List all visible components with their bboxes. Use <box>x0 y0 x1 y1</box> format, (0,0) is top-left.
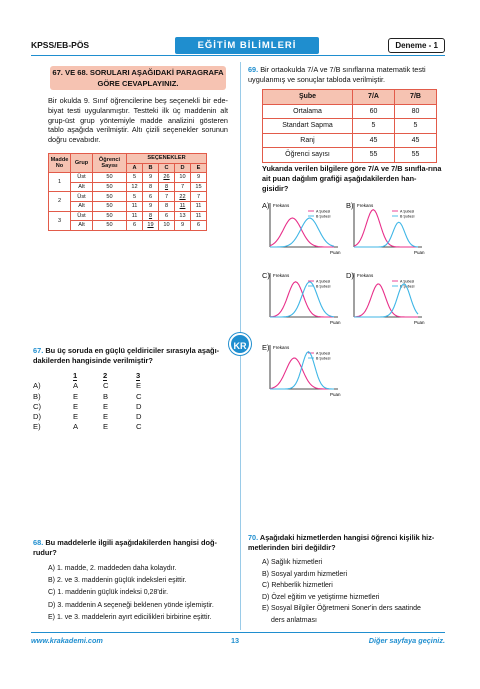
option-header: E <box>191 163 207 173</box>
stats-cell: 60 <box>353 104 395 119</box>
q67-options <box>33 371 173 433</box>
group-cell: Alt <box>71 182 93 192</box>
stats-cell: 55 <box>353 148 395 163</box>
stats-cell: 80 <box>395 104 437 119</box>
q67-column-header: 3 <box>136 371 141 380</box>
graph-label-b[interactable]: B) <box>346 201 354 210</box>
stats-cell: 5 <box>395 119 437 134</box>
legend-label-b: B Şubesi <box>400 284 415 289</box>
option-header: D <box>175 163 191 173</box>
stats-cell: Öğrenci sayısı <box>263 148 353 163</box>
q68-options <box>48 563 214 624</box>
count-cell: 50 <box>93 182 127 192</box>
option-count-cell: 9 <box>143 173 159 183</box>
q67-option-value: E <box>136 381 142 391</box>
stats-cell: Ranj <box>263 133 353 148</box>
option-count-cell: 7 <box>159 192 175 202</box>
q67-number: 67. <box>33 346 44 355</box>
subject-title: EĞİTİM BİLİMLERİ <box>175 37 319 54</box>
q68-option-c[interactable]: C) 1. maddenin güçlük indeksi 0,28'dir. <box>48 589 169 597</box>
q70-option-e-cont: ders anlatması <box>271 616 317 624</box>
legend-label-b: B Şubesi <box>316 214 331 219</box>
table-row <box>263 133 437 148</box>
q67-column-headers <box>33 371 173 381</box>
q67-option-value: E <box>103 401 109 411</box>
graph-label-d[interactable]: D) <box>346 271 354 280</box>
q70-option-c[interactable]: C) Rehberlik hizmetleri <box>262 582 333 590</box>
option-count-cell: 13 <box>175 211 191 221</box>
y-axis-label: Frekans <box>357 273 374 278</box>
q69-stem <box>248 65 442 85</box>
curve-class-b <box>354 222 418 247</box>
header-divider <box>31 55 445 56</box>
y-axis-label: Frekans <box>273 203 290 208</box>
stats-cell: Standart Sapma <box>263 119 353 134</box>
option-count-cell: 6 <box>127 221 143 231</box>
q67-option-value: A <box>73 422 79 432</box>
q67-option[interactable] <box>33 392 173 402</box>
q67-option-value: E <box>73 391 79 401</box>
curve-class-b <box>270 218 334 247</box>
legend-label-b: B Şubesi <box>316 284 331 289</box>
item-number: 1 <box>49 173 71 192</box>
legend-label-a: A Şubesi <box>316 279 331 284</box>
count-cell: 50 <box>93 211 127 221</box>
option-count-cell: 8 <box>143 211 159 221</box>
q68-option-b[interactable]: B) 2. ve 3. maddenin güçlük indeksleri eşittir. <box>48 577 187 585</box>
legend-label-a: A Şubesi <box>316 209 331 214</box>
q67-option-value: A <box>73 381 79 391</box>
q67-text: Bu üç soruda en güçlü çeldiriciler sırasıyla aşağı-dakilerden hangisinde verilmiştir? <box>33 346 220 365</box>
option-count-cell: 5 <box>127 192 143 202</box>
table-row <box>263 119 437 134</box>
curve-class-a <box>270 218 334 247</box>
table-row <box>49 211 207 221</box>
q67-option[interactable] <box>33 422 173 432</box>
q68-option-d[interactable]: D) 3. maddenin A seçeneği beklenen yönde işlemiştir. <box>48 601 214 609</box>
q67-option[interactable] <box>33 402 173 412</box>
option-count-cell: 9 <box>175 221 191 231</box>
x-axis-label: Puan <box>414 250 425 255</box>
page-number: 13 <box>231 636 240 645</box>
option-count-cell: 15 <box>191 182 207 192</box>
y-axis-label: Frekans <box>273 273 290 278</box>
option-count-cell: 10 <box>159 221 175 231</box>
exam-number: Deneme - 1 <box>388 38 445 53</box>
table-row <box>263 104 437 119</box>
col-header-item: Madde No <box>49 154 71 173</box>
page-header <box>31 37 445 54</box>
q70-option-d[interactable]: D) Özel eğitim ve yetiştirme hizmetleri <box>262 593 380 601</box>
group-cell: Alt <box>71 201 93 211</box>
table-row <box>49 192 207 202</box>
q67-option-label: D) <box>33 412 42 422</box>
stats-cell: Ortalama <box>263 104 353 119</box>
curve-class-b <box>354 284 418 317</box>
stats-cell: 45 <box>395 133 437 148</box>
q67-option-value: E <box>73 401 79 411</box>
option-count-cell: 11 <box>191 201 207 211</box>
exam-code: KPSS/EB-PÖS <box>31 40 90 50</box>
q67-option-label: A) <box>33 381 41 391</box>
q67-column-header: 2 <box>103 371 108 380</box>
x-axis-label: Puan <box>414 320 425 325</box>
q67-option-value: D <box>136 401 142 411</box>
stats-cell: 45 <box>353 133 395 148</box>
class-stats-table <box>262 89 437 163</box>
option-header: B <box>143 163 159 173</box>
intro-paragraph: Bir okulda 9. Sınıf öğrencilerine beş seçenekli bir ede-biyat testi uygulanmıştır. Testteki ilk üç maddenin alt grup-üst grup yöntemiyle madde analizini gösteren tablo aşağıda verilmiştir. Altı çizili seçenekler sorunun doğru cevabıdır. <box>48 96 228 145</box>
q70-stem <box>248 533 442 553</box>
legend-label-a: A Şubesi <box>400 209 415 214</box>
curve-class-a <box>270 358 334 389</box>
q67-stem <box>33 346 229 366</box>
stats-header: 7/B <box>395 90 437 105</box>
option-count-cell: 9 <box>143 201 159 211</box>
q68-text: Bu maddelerle ilgili aşağıdakilerden hangisi doğ-rudur? <box>33 538 218 557</box>
option-count-cell: 11 <box>191 211 207 221</box>
q69-number: 69. <box>248 65 259 74</box>
count-cell: 50 <box>93 192 127 202</box>
option-count-cell: 6 <box>191 221 207 231</box>
q67-option-value: B <box>103 391 109 401</box>
q68-option-e[interactable]: E) 1. ve 3. maddelerin ayırt edicilikleri birbirine eşittir. <box>48 613 212 621</box>
stats-cell: 55 <box>395 148 437 163</box>
table-row <box>49 173 207 183</box>
q67-option-value: C <box>103 381 109 391</box>
option-count-cell: 22 <box>175 192 191 202</box>
count-cell: 50 <box>93 221 127 231</box>
option-count-cell: 8 <box>143 182 159 192</box>
group-cell: Üst <box>71 211 93 221</box>
item-number: 2 <box>49 192 71 211</box>
stats-cell: 5 <box>353 119 395 134</box>
option-count-cell: 19 <box>143 221 159 231</box>
option-count-cell: 10 <box>175 173 191 183</box>
q67-option-label: E) <box>33 422 41 432</box>
kr-logo: KR <box>229 333 251 355</box>
footer-url[interactable]: www.krakademi.com <box>31 636 103 645</box>
q67-option-value: C <box>136 391 142 401</box>
q67-option-value: E <box>73 412 79 422</box>
option-count-cell: 11 <box>127 211 143 221</box>
option-header: A <box>127 163 143 173</box>
table-row <box>49 221 207 231</box>
option-count-cell: 7 <box>175 182 191 192</box>
option-count-cell: 11 <box>127 201 143 211</box>
stats-header: Şube <box>263 90 353 105</box>
col-header-count: Öğrenci Sayısı <box>93 154 127 173</box>
curve-class-a <box>354 284 418 317</box>
option-count-cell: 12 <box>127 182 143 192</box>
q67-68-intro-box: 67. VE 68. SORULARI AŞAĞIDAKİ PARAGRAFA GÖRE CEVAPLAYINIZ. <box>50 66 226 90</box>
option-count-cell: 6 <box>159 211 175 221</box>
graph-label-a[interactable]: A) <box>262 201 270 210</box>
option-count-cell: 9 <box>191 173 207 183</box>
q68-option-a[interactable]: A) 1. madde, 2. maddeden daha kolaydır. <box>48 565 177 572</box>
group-cell: Üst <box>71 173 93 183</box>
group-cell: Alt <box>71 221 93 231</box>
option-count-cell: 11 <box>175 201 191 211</box>
option-count-cell: 6 <box>143 192 159 202</box>
group-cell: Üst <box>71 192 93 202</box>
col-header-group: Grup <box>71 154 93 173</box>
option-count-cell: 8 <box>159 201 175 211</box>
count-cell: 50 <box>93 173 127 183</box>
next-page-note: Diğer sayfaya geçiniz. <box>368 636 445 645</box>
option-count-cell: 7 <box>191 192 207 202</box>
graph-label-e[interactable]: E) <box>262 343 270 352</box>
q67-option[interactable] <box>33 412 173 422</box>
q70-option-a[interactable]: A) Sağlık hizmetleri <box>262 559 323 566</box>
q68-number: 68. <box>33 538 44 547</box>
item-number: 3 <box>49 211 71 230</box>
x-axis-label: Puan <box>330 320 341 325</box>
q67-option[interactable] <box>33 381 173 391</box>
q70-options <box>262 557 421 627</box>
count-cell: 50 <box>93 201 127 211</box>
q69-text: Bir ortaokulda 7/A ve 7/B sınıflarına matematik testi uygulanmış ve sonuçlar tabloda verilmiştir. <box>248 65 426 84</box>
q68-stem <box>33 538 229 558</box>
q70-option-b[interactable]: B) Sosyal yardım hizmetleri <box>262 570 348 578</box>
graph-label-c[interactable]: C) <box>262 271 270 280</box>
x-axis-label: Puan <box>330 392 341 397</box>
q70-number: 70. <box>248 533 259 542</box>
q67-option-value: E <box>103 412 109 422</box>
table-row <box>49 201 207 211</box>
option-count-cell: 5 <box>127 173 143 183</box>
q67-option-label: B) <box>33 391 41 401</box>
distribution-graphs <box>240 195 445 410</box>
stats-header: 7/A <box>353 90 395 105</box>
q67-option-label: C) <box>33 401 42 411</box>
option-header: C <box>159 163 175 173</box>
q67-option-value: D <box>136 412 142 422</box>
legend-label-a: A Şubesi <box>400 279 415 284</box>
legend-label-b: B Şubesi <box>316 356 331 361</box>
item-analysis-table <box>48 153 207 231</box>
q70-text: Aşağıdaki hizmetlerden hangisi öğrenci kişilik hiz-metlerinden biri değildir? <box>248 533 435 552</box>
legend-label-b: B Şubesi <box>400 214 415 219</box>
q69-question: Yukarıda verilen bilgilere göre 7/A ve 7/B sınıfla-rına ait puan dağılım grafiği aşağıdakilerden han-gisidir? <box>262 164 442 193</box>
y-axis-label: Frekans <box>357 203 374 208</box>
q67-column-header: 1 <box>73 371 78 380</box>
table-row <box>49 182 207 192</box>
y-axis-label: Frekans <box>273 345 290 350</box>
option-count-cell: 8 <box>159 182 175 192</box>
q67-option-value: E <box>103 422 109 432</box>
option-count-cell: 26 <box>159 173 175 183</box>
legend-label-a: A Şubesi <box>316 351 331 356</box>
table-row <box>263 148 437 163</box>
footer-divider <box>31 632 445 633</box>
col-header-options: SEÇENEKLER <box>127 154 207 164</box>
q67-option-value: C <box>136 422 142 432</box>
q70-option-e[interactable]: E) Sosyal Bilgiler Öğretmeni Soner'in ders saatinde <box>262 605 421 613</box>
x-axis-label: Puan <box>330 250 341 255</box>
